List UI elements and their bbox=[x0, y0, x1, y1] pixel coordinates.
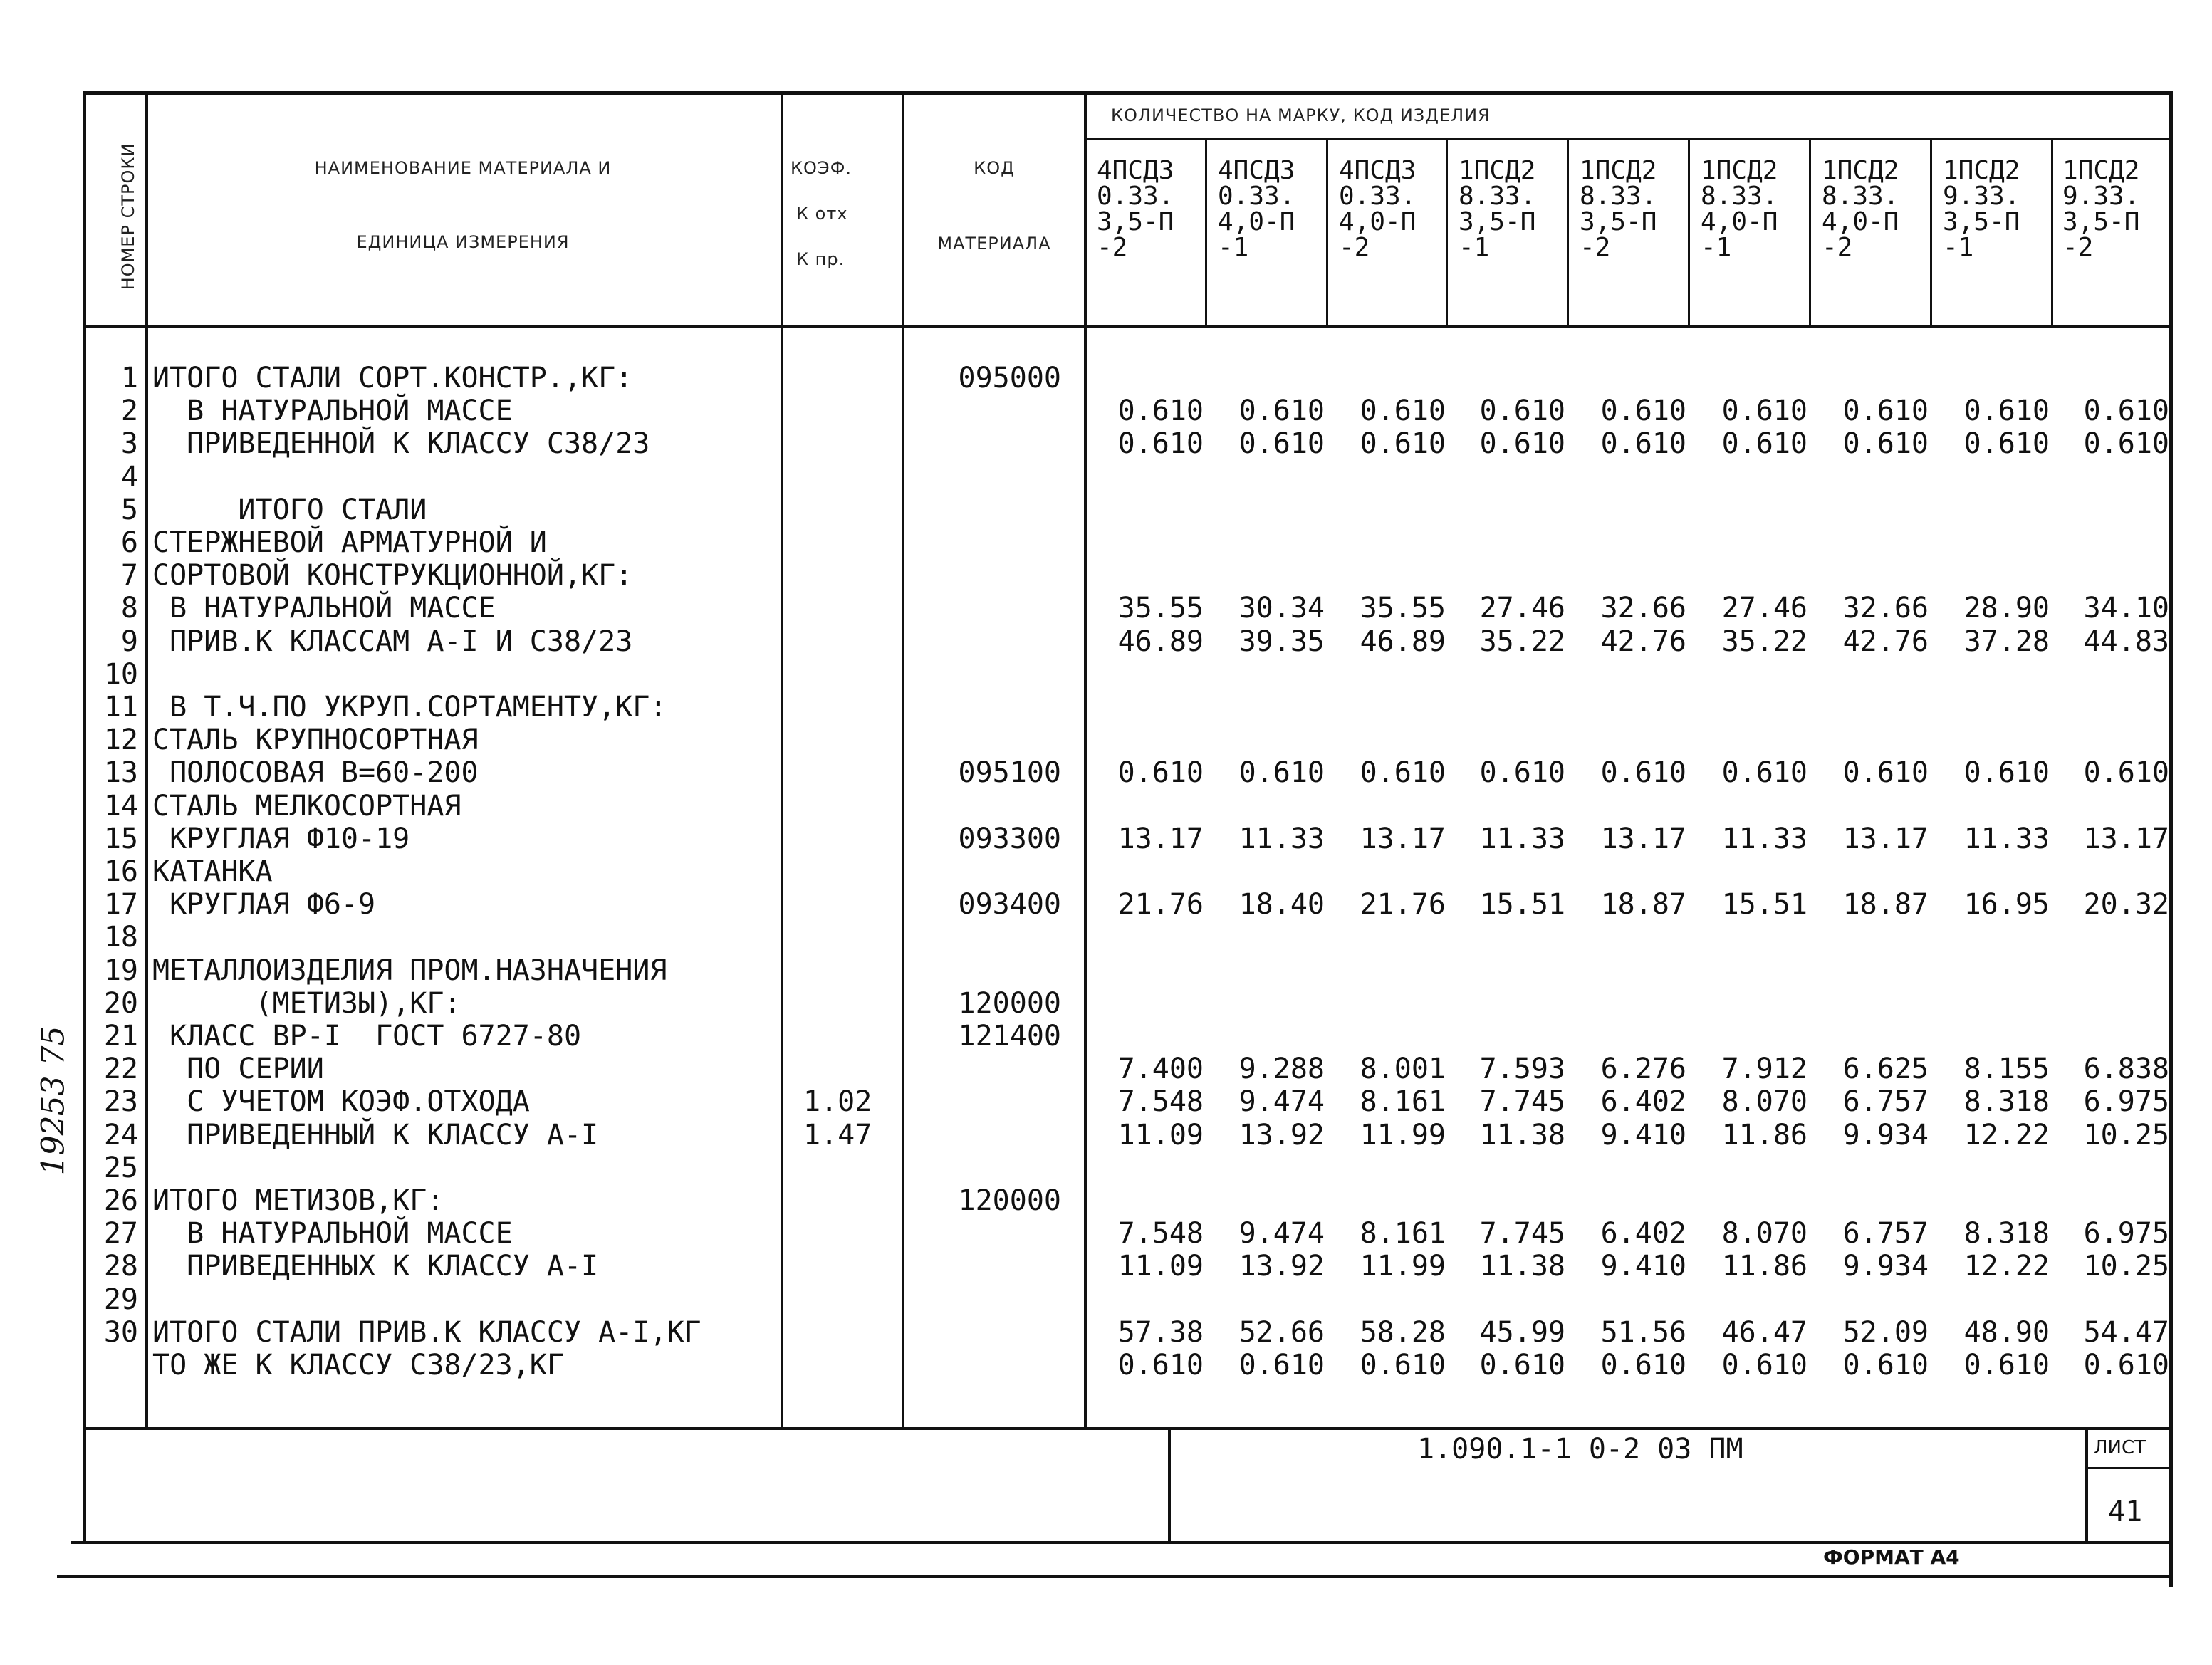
row-value: 7.548 bbox=[1117, 1217, 1204, 1251]
row-code: 095100 bbox=[958, 756, 1061, 790]
row-value: 18.87 bbox=[1842, 888, 1929, 922]
sheet-box-left bbox=[2085, 1429, 2088, 1543]
row-value: 0.610 bbox=[1238, 756, 1325, 790]
row-value: 11.09 bbox=[1117, 1118, 1204, 1152]
row-value: 7.912 bbox=[1721, 1053, 1807, 1086]
row-number: 22 bbox=[103, 1053, 138, 1086]
row-value: 34.10 bbox=[2083, 592, 2169, 625]
row-value: 9.474 bbox=[1238, 1217, 1325, 1251]
mark-sep bbox=[1930, 140, 1932, 326]
row-value: 46.89 bbox=[1360, 625, 1446, 658]
row-value: 11.33 bbox=[1963, 822, 2050, 855]
row-value: 9.474 bbox=[1238, 1085, 1325, 1119]
row-number: 4 bbox=[120, 460, 138, 494]
row-value: 32.66 bbox=[1842, 592, 1929, 625]
row-value: 18.40 bbox=[1238, 888, 1325, 922]
row-value: 35.22 bbox=[1721, 625, 1807, 658]
table-bottom bbox=[85, 1427, 2172, 1430]
row-value: 0.610 bbox=[1963, 1349, 2050, 1382]
row-value: 11.38 bbox=[1479, 1118, 1565, 1152]
mark-sep bbox=[1446, 140, 1448, 326]
row-value: 6.757 bbox=[1842, 1085, 1929, 1119]
row-value: 0.610 bbox=[1600, 395, 1686, 428]
row-value: 6.625 bbox=[1842, 1053, 1929, 1086]
mark-header: 1ПСД2 8.33. 3,5-П -2 bbox=[1580, 156, 1657, 262]
row-code: 120000 bbox=[958, 986, 1061, 1020]
code-header-2: МАТЕРИАЛА bbox=[937, 234, 1051, 254]
row-number: 13 bbox=[103, 756, 138, 790]
row-number: 29 bbox=[103, 1283, 138, 1316]
row-value: 16.95 bbox=[1963, 888, 2050, 922]
frame-left bbox=[83, 91, 86, 1544]
row-value: 35.55 bbox=[1360, 592, 1446, 625]
row-value: 10.25 bbox=[2083, 1250, 2169, 1283]
row-value: 9.934 bbox=[1842, 1250, 1929, 1283]
row-value: 0.610 bbox=[1600, 756, 1686, 790]
row-name: СТЕРЖНЕВОЙ АРМАТУРНОЙ И bbox=[152, 526, 547, 559]
mark-header: 1ПСД2 8.33. 3,5-П -1 bbox=[1459, 156, 1536, 262]
row-value: 18.87 bbox=[1600, 888, 1686, 922]
sheet-number: 41 bbox=[2108, 1496, 2143, 1528]
row-value: 0.610 bbox=[1479, 427, 1565, 461]
row-value: 11.38 bbox=[1479, 1250, 1565, 1283]
quantity-header: КОЛИЧЕСТВО НА МАРКУ, КОД ИЗДЕЛИЯ bbox=[1111, 105, 1491, 125]
row-name: ИТОГО СТАЛИ СОРТ.КОНСТР.,КГ: bbox=[152, 362, 633, 395]
row-number: 26 bbox=[103, 1184, 138, 1217]
row-value: 0.610 bbox=[1117, 427, 1204, 461]
row-value: 6.838 bbox=[2083, 1053, 2169, 1086]
row-number: 23 bbox=[103, 1085, 138, 1119]
row-number: 27 bbox=[103, 1217, 138, 1251]
row-name: ПРИВ.К КЛАССАМ А-I И С38/23 bbox=[152, 625, 633, 658]
mark-header: 1ПСД2 8.33. 4,0-П -1 bbox=[1701, 156, 1778, 262]
row-name: ПРИВЕДЕННЫХ К КЛАССУ А-I bbox=[152, 1250, 599, 1283]
row-value: 51.56 bbox=[1600, 1315, 1686, 1349]
row-name: КЛАСС ВР-I ГОСТ 6727-80 bbox=[152, 1020, 582, 1053]
row-name: КАТАНКА bbox=[152, 855, 273, 888]
row-name: ИТОГО СТАЛИ bbox=[152, 493, 427, 526]
row-number: 30 bbox=[103, 1315, 138, 1349]
row-value: 21.76 bbox=[1117, 888, 1204, 922]
row-value: 0.610 bbox=[1963, 756, 2050, 790]
row-number: 3 bbox=[120, 427, 138, 461]
row-value: 12.22 bbox=[1963, 1250, 2050, 1283]
row-code: 093400 bbox=[958, 888, 1061, 922]
row-value: 7.400 bbox=[1117, 1053, 1204, 1086]
row-value: 8.070 bbox=[1721, 1085, 1807, 1119]
row-number: 19 bbox=[103, 954, 138, 987]
row-value: 7.745 bbox=[1479, 1085, 1565, 1119]
row-number: 6 bbox=[120, 526, 138, 559]
col-sep-1 bbox=[145, 91, 148, 1429]
row-value: 6.757 bbox=[1842, 1217, 1929, 1251]
row-value: 0.610 bbox=[1360, 756, 1446, 790]
coef-header-3: К пр. bbox=[796, 249, 845, 269]
row-value: 11.86 bbox=[1721, 1250, 1807, 1283]
row-value: 0.610 bbox=[1842, 427, 1929, 461]
row-value: 0.610 bbox=[1238, 427, 1325, 461]
row-value: 11.99 bbox=[1360, 1118, 1446, 1152]
page-bottom-line bbox=[57, 1575, 2172, 1578]
code-header-1: КОД bbox=[974, 158, 1015, 178]
row-value: 8.070 bbox=[1721, 1217, 1807, 1251]
row-value: 9.934 bbox=[1842, 1118, 1929, 1152]
row-value: 46.89 bbox=[1117, 625, 1204, 658]
row-value: 57.38 bbox=[1117, 1315, 1204, 1349]
row-value: 0.610 bbox=[1842, 756, 1929, 790]
row-value: 21.76 bbox=[1360, 888, 1446, 922]
row-value: 32.66 bbox=[1600, 592, 1686, 625]
row-value: 0.610 bbox=[1842, 1349, 1929, 1382]
row-value: 0.610 bbox=[1360, 395, 1446, 428]
row-value: 52.66 bbox=[1238, 1315, 1325, 1349]
row-value: 8.155 bbox=[1963, 1053, 2050, 1086]
row-value: 58.28 bbox=[1360, 1315, 1446, 1349]
row-value: 30.34 bbox=[1238, 592, 1325, 625]
row-value: 35.22 bbox=[1479, 625, 1565, 658]
row-name: ИТОГО МЕТИЗОВ,КГ: bbox=[152, 1184, 444, 1217]
row-value: 0.610 bbox=[1600, 1349, 1686, 1382]
row-value: 6.276 bbox=[1600, 1053, 1686, 1086]
row-code: 093300 bbox=[958, 822, 1061, 855]
doc-code: 1.090.1-1 0-2 03 ПМ bbox=[1417, 1433, 1743, 1466]
row-value: 48.90 bbox=[1963, 1315, 2050, 1349]
row-value: 15.51 bbox=[1479, 888, 1565, 922]
row-value: 13.17 bbox=[1117, 822, 1204, 855]
row-number: 9 bbox=[120, 625, 138, 658]
row-value: 0.610 bbox=[1842, 395, 1929, 428]
row-value: 0.610 bbox=[1721, 1349, 1807, 1382]
row-value: 46.47 bbox=[1721, 1315, 1807, 1349]
row-number: 10 bbox=[103, 657, 138, 691]
row-value: 0.610 bbox=[2083, 756, 2169, 790]
row-value: 35.55 bbox=[1117, 592, 1204, 625]
row-value: 7.593 bbox=[1479, 1053, 1565, 1086]
row-value: 0.610 bbox=[1963, 395, 2050, 428]
format-label: ФОРМАТ А4 bbox=[1823, 1545, 1960, 1569]
row-value: 9.410 bbox=[1600, 1250, 1686, 1283]
row-value: 7.548 bbox=[1117, 1085, 1204, 1119]
coef-header-1: КОЭФ. bbox=[791, 158, 852, 178]
row-value: 9.288 bbox=[1238, 1053, 1325, 1086]
row-value: 10.25 bbox=[2083, 1118, 2169, 1152]
row-number: 28 bbox=[103, 1250, 138, 1283]
row-number: 7 bbox=[120, 559, 138, 593]
row-code: 095000 bbox=[958, 362, 1061, 395]
row-value: 27.46 bbox=[1721, 592, 1807, 625]
row-value: 8.318 bbox=[1963, 1217, 2050, 1251]
row-name: В НАТУРАЛЬНОЙ МАССЕ bbox=[152, 395, 513, 428]
row-name: СТАЛЬ МЕЛКОСОРТНАЯ bbox=[152, 789, 461, 823]
row-code: 121400 bbox=[958, 1020, 1061, 1053]
mark-header: 1ПСД2 8.33. 4,0-П -2 bbox=[1822, 156, 1899, 262]
row-number: 16 bbox=[103, 855, 138, 888]
row-value: 12.22 bbox=[1963, 1118, 2050, 1152]
mark-sep bbox=[1688, 140, 1690, 326]
row-name: КРУГЛАЯ Ф10-19 bbox=[152, 822, 410, 855]
row-name: ПРИВЕДЕННОЙ К КЛАССУ С38/23 bbox=[152, 427, 650, 461]
row-value: 44.83 bbox=[2083, 625, 2169, 658]
row-value: 0.610 bbox=[1721, 395, 1807, 428]
row-value: 9.410 bbox=[1600, 1118, 1686, 1152]
row-value: 0.610 bbox=[1600, 427, 1686, 461]
row-name: В НАТУРАЛЬНОЙ МАССЕ bbox=[152, 592, 496, 625]
row-value: 0.610 bbox=[2083, 1349, 2169, 1382]
col-sep-3 bbox=[902, 91, 904, 1429]
titleblock-sep bbox=[1168, 1429, 1171, 1543]
mark-sep bbox=[2051, 140, 2053, 326]
frame-right bbox=[2169, 91, 2173, 1587]
row-value: 28.90 bbox=[1963, 592, 2050, 625]
mark-sep bbox=[1567, 140, 1569, 326]
row-name: ПРИВЕДЕННЫЙ К КЛАССУ А-I bbox=[152, 1118, 599, 1152]
row-number: 21 bbox=[103, 1020, 138, 1053]
row-value: 0.610 bbox=[1963, 427, 2050, 461]
mark-header: 4ПСД3 0.33. 4,0-П -1 bbox=[1218, 156, 1295, 262]
marks-top bbox=[1084, 138, 2172, 140]
row-value: 37.28 bbox=[1963, 625, 2050, 658]
row-value: 11.86 bbox=[1721, 1118, 1807, 1152]
row-value: 7.745 bbox=[1479, 1217, 1565, 1251]
row-name: (МЕТИЗЫ),КГ: bbox=[152, 986, 461, 1020]
row-number-header: НОМЕР СТРОКИ bbox=[118, 142, 138, 291]
row-name: ПОЛОСОВАЯ В=60-200 bbox=[152, 756, 479, 790]
row-value: 0.610 bbox=[1721, 756, 1807, 790]
row-value: 6.975 bbox=[2083, 1217, 2169, 1251]
row-value: 6.402 bbox=[1600, 1217, 1686, 1251]
row-name: В НАТУРАЛЬНОЙ МАССЕ bbox=[152, 1217, 513, 1251]
row-value: 13.92 bbox=[1238, 1118, 1325, 1152]
row-value: 20.32 bbox=[2083, 888, 2169, 922]
side-note: 19253 75 bbox=[35, 1025, 72, 1176]
row-value: 15.51 bbox=[1721, 888, 1807, 922]
row-value: 0.610 bbox=[2083, 427, 2169, 461]
row-value: 13.92 bbox=[1238, 1250, 1325, 1283]
mark-sep bbox=[1809, 140, 1811, 326]
row-number: 2 bbox=[120, 395, 138, 428]
col-sep-4 bbox=[1084, 91, 1087, 1429]
row-value: 11.33 bbox=[1238, 822, 1325, 855]
row-value: 11.09 bbox=[1117, 1250, 1204, 1283]
row-number: 1 bbox=[120, 362, 138, 395]
row-coef: 1.47 bbox=[803, 1118, 872, 1152]
material-name-header: НАИМЕНОВАНИЕ МАТЕРИАЛА И bbox=[314, 158, 612, 178]
row-value: 13.17 bbox=[1360, 822, 1446, 855]
row-value: 0.610 bbox=[2083, 395, 2169, 428]
mark-header: 1ПСД2 9.33. 3,5-П -1 bbox=[1943, 156, 2020, 262]
row-value: 0.610 bbox=[1117, 395, 1204, 428]
col-sep-2 bbox=[781, 91, 783, 1429]
row-value: 0.610 bbox=[1238, 395, 1325, 428]
row-value: 0.610 bbox=[1721, 427, 1807, 461]
row-number: 18 bbox=[103, 921, 138, 954]
row-value: 0.610 bbox=[1117, 1349, 1204, 1382]
row-number: 14 bbox=[103, 789, 138, 823]
row-value: 0.610 bbox=[1360, 1349, 1446, 1382]
frame-bottom bbox=[71, 1541, 2172, 1544]
row-value: 8.161 bbox=[1360, 1085, 1446, 1119]
row-value: 45.99 bbox=[1479, 1315, 1565, 1349]
row-name: ИТОГО СТАЛИ ПРИВ.К КЛАССУ А-I,КГ bbox=[152, 1315, 701, 1349]
row-value: 0.610 bbox=[1360, 427, 1446, 461]
row-value: 13.17 bbox=[1842, 822, 1929, 855]
mark-sep bbox=[1326, 140, 1328, 326]
row-number: 11 bbox=[103, 691, 138, 724]
row-value: 6.402 bbox=[1600, 1085, 1686, 1119]
material-unit-header: ЕДИНИЦА ИЗМЕРЕНИЯ bbox=[356, 232, 570, 252]
row-value: 42.76 bbox=[1600, 625, 1686, 658]
row-number: 20 bbox=[103, 986, 138, 1020]
row-value: 27.46 bbox=[1479, 592, 1565, 625]
row-value: 0.610 bbox=[1117, 756, 1204, 790]
row-number: 17 bbox=[103, 888, 138, 922]
row-value: 0.610 bbox=[1479, 395, 1565, 428]
row-value: 39.35 bbox=[1238, 625, 1325, 658]
row-number: 24 bbox=[103, 1118, 138, 1152]
row-coef: 1.02 bbox=[803, 1085, 872, 1119]
mark-header: 4ПСД3 0.33. 4,0-П -2 bbox=[1339, 156, 1417, 262]
row-value: 8.161 bbox=[1360, 1217, 1446, 1251]
header-bottom bbox=[85, 325, 2172, 328]
row-name: ТО ЖЕ К КЛАССУ С38/23,КГ bbox=[152, 1349, 564, 1382]
row-value: 8.001 bbox=[1360, 1053, 1446, 1086]
row-number: 12 bbox=[103, 724, 138, 757]
row-value: 11.33 bbox=[1479, 822, 1565, 855]
row-value: 52.09 bbox=[1842, 1315, 1929, 1349]
row-value: 6.975 bbox=[2083, 1085, 2169, 1119]
row-name: КРУГЛАЯ Ф6-9 bbox=[152, 888, 376, 922]
row-number: 15 bbox=[103, 822, 138, 855]
row-value: 0.610 bbox=[1238, 1349, 1325, 1382]
frame-top bbox=[85, 91, 2172, 95]
coef-header-2: К отх bbox=[796, 204, 848, 224]
sheet-box-mid bbox=[2085, 1467, 2172, 1469]
row-value: 42.76 bbox=[1842, 625, 1929, 658]
row-value: 8.318 bbox=[1963, 1085, 2050, 1119]
row-value: 11.33 bbox=[1721, 822, 1807, 855]
row-name: СОРТОВОЙ КОНСТРУКЦИОННОЙ,КГ: bbox=[152, 559, 633, 593]
row-value: 0.610 bbox=[1479, 1349, 1565, 1382]
row-name: С УЧЕТОМ КОЭФ.ОТХОДА bbox=[152, 1085, 530, 1119]
row-value: 11.99 bbox=[1360, 1250, 1446, 1283]
row-code: 120000 bbox=[958, 1184, 1061, 1217]
row-name: ПО СЕРИИ bbox=[152, 1053, 324, 1086]
row-name: СТАЛЬ КРУПНОСОРТНАЯ bbox=[152, 724, 479, 757]
row-name: МЕТАЛЛОИЗДЕЛИЯ ПРОМ.НАЗНАЧЕНИЯ bbox=[152, 954, 667, 987]
row-value: 54.47 bbox=[2083, 1315, 2169, 1349]
row-name: В Т.Ч.ПО УКРУП.СОРТАМЕНТУ,КГ: bbox=[152, 691, 667, 724]
row-number: 25 bbox=[103, 1151, 138, 1184]
row-number: 8 bbox=[120, 592, 138, 625]
mark-header: 1ПСД2 9.33. 3,5-П -2 bbox=[2062, 156, 2140, 262]
row-value: 13.17 bbox=[2083, 822, 2169, 855]
sheet-label: ЛИСТ bbox=[2094, 1437, 2146, 1458]
mark-header: 4ПСД3 0.33. 3,5-П -2 bbox=[1097, 156, 1174, 262]
row-value: 13.17 bbox=[1600, 822, 1686, 855]
row-number: 5 bbox=[120, 493, 138, 526]
mark-sep bbox=[1205, 140, 1207, 326]
row-value: 0.610 bbox=[1479, 756, 1565, 790]
